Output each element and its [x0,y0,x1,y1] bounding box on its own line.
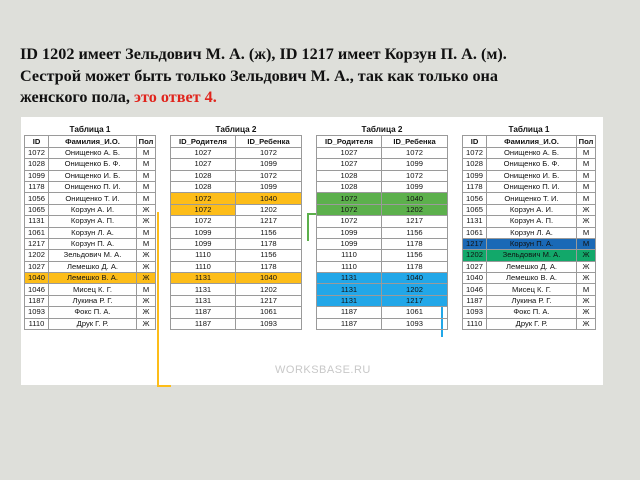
table2-cell: 1099 [236,159,302,170]
table4-header-row [463,136,596,147]
table4-cell: Ж [577,261,596,272]
table1-header-sex: Пол [137,136,156,147]
table3-row [317,284,448,295]
table4-cell: Корзун А. И. [487,204,577,215]
table4-cell: М [577,181,596,192]
table1-cell: Корзун А. П. [49,216,137,227]
table3-cell: 1110 [317,261,382,272]
table3-header-parent: ID_Родителя [317,136,382,147]
table4-cell: Корзун П. А. [487,238,577,249]
table4-row [463,204,596,215]
table2-cell: 1028 [171,170,236,181]
table3-row [317,273,448,284]
table4-cell: Фокс П. А. [487,307,577,318]
table3-cell: 1093 [382,318,448,329]
table4-cell: М [577,227,596,238]
table4-cell: М [577,284,596,295]
table4-cell: Ж [577,204,596,215]
table3-cell: 1202 [382,284,448,295]
table2 [170,125,302,330]
table3-title: Таблица 2 [361,125,403,135]
table2-row [171,181,302,192]
table4-cell: Ж [577,273,596,284]
table1-cell: Зельдович М. А. [49,250,137,261]
table3-cell: 1099 [382,159,448,170]
table4-cell: 1202 [463,250,487,261]
table4-title: Таблица 1 [508,125,550,135]
table4 [462,125,596,330]
table4-row [463,147,596,158]
table3-row [317,204,448,215]
table2-cell: 1131 [171,273,236,284]
table1-cell: 1099 [25,170,49,181]
table1-cell: М [137,159,156,170]
table3-row [317,216,448,227]
table2-row [171,261,302,272]
table4-header-id: ID [463,136,487,147]
table4-row [463,193,596,204]
table2-row [171,284,302,295]
table1-row [25,147,156,158]
table1-cell: М [137,284,156,295]
table4-row [463,181,596,192]
table3-cell: 1178 [382,261,448,272]
table1-row [25,216,156,227]
table3-cell: 1156 [382,227,448,238]
table2-row [171,273,302,284]
table4-cell: 1046 [463,284,487,295]
table3-header-row [317,136,448,147]
table2-cell: 1217 [236,216,302,227]
table2-header-row [171,136,302,147]
explanation-line-2: Сестрой может быть только Зельдович М. А., так как только она [20,66,498,85]
table4-cell: 1110 [463,318,487,329]
table2-cell: 1072 [236,170,302,181]
table3-row [317,295,448,306]
table2-cell: 1156 [236,250,302,261]
table2-cell: 1202 [236,284,302,295]
table1-cell: 1110 [25,318,49,329]
table2-cell: 1202 [236,204,302,215]
table3-cell: 1217 [382,216,448,227]
table4-row [463,250,596,261]
table4-cell: Корзун Л. А. [487,227,577,238]
table1-cell: Друк Г. Р. [49,318,137,329]
table1-cell: Фокс П. А. [49,307,137,318]
table1-row [25,261,156,272]
table3-cell: 1131 [317,284,382,295]
table1-cell: 1065 [25,204,49,215]
table2-cell: 1187 [171,318,236,329]
table3-cell: 1217 [382,295,448,306]
table1-cell: Лукина Р. Г. [49,295,137,306]
table1-row [25,295,156,306]
table1-cell: Ж [137,250,156,261]
table1-cell: 1187 [25,295,49,306]
table1-cell: 1061 [25,227,49,238]
table4-cell: Ж [577,307,596,318]
table4-row [463,307,596,318]
table4-cell: Ж [577,216,596,227]
table1-cell: Ж [137,307,156,318]
table2-row [171,250,302,261]
table3-header-child: ID_Ребенка [382,136,448,147]
table4-cell: Онищенко И. Б. [487,170,577,181]
table3-cell: 1099 [317,227,382,238]
table2-row [171,170,302,181]
explanation-line-3-prefix: женского пола, [20,88,130,106]
table1-row [25,159,156,170]
green-connector [307,213,309,241]
table4-cell: 1072 [463,147,487,158]
table3-cell: 1131 [317,295,382,306]
table2-cell: 1131 [171,284,236,295]
table1-cell: 1056 [25,193,49,204]
table1-header-row [25,136,156,147]
table3-row [317,307,448,318]
table4-cell: М [577,159,596,170]
table4-cell: 1178 [463,181,487,192]
table2-row [171,193,302,204]
table3-cell: 1040 [382,193,448,204]
table1-cell: Ж [137,295,156,306]
answer-highlight: это ответ 4. [134,88,217,106]
table1-cell: 1040 [25,273,49,284]
table3-cell: 1156 [382,250,448,261]
table4-row [463,170,596,181]
explanation-line-1: ID 1202 имеет Зельдович М. А. (ж), ID 1217 имеет Корзун П. А. (м). [20,45,507,63]
table4-cell: М [577,170,596,181]
table3-row [317,227,448,238]
table1-cell: М [137,227,156,238]
table3-cell: 1061 [382,307,448,318]
watermark: WORKSBASE.RU [275,364,371,376]
table2-row [171,238,302,249]
table2-cell: 1110 [171,250,236,261]
table4-row [463,284,596,295]
table4-cell: Онищенко А. Б. [487,147,577,158]
table3-row [317,193,448,204]
table4-cell: Ж [577,318,596,329]
table2-row [171,147,302,158]
table4-cell: Лукина Р. Г. [487,295,577,306]
table4-cell: 1217 [463,238,487,249]
table1-cell: 1027 [25,261,49,272]
table1-cell: 1046 [25,284,49,295]
table3 [316,125,448,330]
table1-cell: М [137,193,156,204]
table1-row [25,193,156,204]
table2-row [171,307,302,318]
table2-cell: 1178 [236,261,302,272]
table1-row [25,307,156,318]
table1-row [25,181,156,192]
table3-cell: 1131 [317,273,382,284]
table4-row [463,318,596,329]
table3-row [317,170,448,181]
table4-row [463,227,596,238]
table2-cell: 1027 [171,159,236,170]
table1-cell: Лемешко В. А. [49,273,137,284]
table1-cell: Ж [137,216,156,227]
table4-cell: 1028 [463,159,487,170]
table3-cell: 1202 [382,204,448,215]
table4-cell: М [577,147,596,158]
table4-cell: Онищенко Т. И. [487,193,577,204]
table3-cell: 1040 [382,273,448,284]
table2-cell: 1131 [171,295,236,306]
table1-cell: 1217 [25,238,49,249]
table3-cell: 1072 [317,204,382,215]
table1-cell: Ж [137,204,156,215]
table4-cell: 1056 [463,193,487,204]
table3-cell: 1187 [317,307,382,318]
table1-cell: М [137,238,156,249]
table2-cell: 1028 [171,181,236,192]
table4-cell: 1099 [463,170,487,181]
table1-cell: М [137,170,156,181]
table4-cell: Онищенко П. И. [487,181,577,192]
table1-cell: 1072 [25,147,49,158]
table2-cell: 1027 [171,147,236,158]
table1-cell: Онищенко И. Б. [49,170,137,181]
table1-cell: Ж [137,318,156,329]
table2-row [171,216,302,227]
table4-cell: 1187 [463,295,487,306]
table4-header-name: Фамилия_И.О. [487,136,577,147]
table1-cell: Корзун П. А. [49,238,137,249]
table1-cell: Лемешко Д. А. [49,261,137,272]
table2-cell: 1072 [171,216,236,227]
yellow-connector-bottom [157,385,171,387]
table2-cell: 1072 [171,193,236,204]
table2-cell: 1093 [236,318,302,329]
table4-row [463,273,596,284]
table2-cell: 1040 [236,273,302,284]
table4-cell: Лемешко В. А. [487,273,577,284]
table1-cell: Онищенко П. И. [49,181,137,192]
table4-cell: 1027 [463,261,487,272]
table3-row [317,250,448,261]
table4-cell: 1040 [463,273,487,284]
table4-cell: Корзун А. П. [487,216,577,227]
table2-cell: 1072 [236,147,302,158]
table4-cell: Онищенко Б. Ф. [487,159,577,170]
table1-cell: Ж [137,261,156,272]
table4-header-sex: Пол [577,136,596,147]
table1-row [25,250,156,261]
table2-cell: 1156 [236,227,302,238]
table2-row [171,204,302,215]
table2-row [171,318,302,329]
tables-panel [21,117,603,385]
table4-cell: М [577,193,596,204]
explanation-paragraph [20,44,620,109]
table1-cell: Корзун А. И. [49,204,137,215]
table4-cell: Зельдович М. А. [487,250,577,261]
table3-row [317,159,448,170]
table2-header-parent: ID_Родителя [171,136,236,147]
table3-cell: 1187 [317,318,382,329]
table3-row [317,318,448,329]
table4-row [463,238,596,249]
table4-row [463,216,596,227]
table3-cell: 1028 [317,170,382,181]
table1-cell: 1028 [25,159,49,170]
table2-row [171,227,302,238]
table2-cell: 1072 [171,204,236,215]
table3-row [317,147,448,158]
table4-cell: 1065 [463,204,487,215]
table2-cell: 1110 [171,261,236,272]
table1-row [25,170,156,181]
table4-cell: Лемешко Д. А. [487,261,577,272]
table4-row [463,159,596,170]
table1-cell: Ж [137,273,156,284]
table1-row [25,238,156,249]
table2-cell: 1217 [236,295,302,306]
table1-header-id: ID [25,136,49,147]
table1-cell: Онищенко А. Б. [49,147,137,158]
table2-title: Таблица 2 [215,125,257,135]
table2-cell: 1061 [236,307,302,318]
table2-cell: 1178 [236,238,302,249]
table4-cell: Мисец К. Г. [487,284,577,295]
table4-cell: Ж [577,250,596,261]
table3-cell: 1027 [317,147,382,158]
table3-cell: 1099 [317,238,382,249]
table3-cell: 1072 [317,193,382,204]
table1 [24,125,156,330]
table1-cell: 1131 [25,216,49,227]
table2-cell: 1187 [171,307,236,318]
table1-cell: 1178 [25,181,49,192]
table3-cell: 1099 [382,181,448,192]
table1-row [25,284,156,295]
table3-cell: 1178 [382,238,448,249]
table1-cell: Корзун Л. А. [49,227,137,238]
table4-cell: 1093 [463,307,487,318]
table1-row [25,318,156,329]
table1-title: Таблица 1 [69,125,111,135]
table1-cell: 1202 [25,250,49,261]
table3-cell: 1110 [317,250,382,261]
table2-cell: 1099 [236,181,302,192]
table3-cell: 1027 [317,159,382,170]
table3-row [317,261,448,272]
explanation-line-3 [20,87,620,109]
table1-cell: М [137,181,156,192]
table1-row [25,227,156,238]
table1-cell: М [137,147,156,158]
table2-row [171,295,302,306]
table3-row [317,181,448,192]
table4-cell: М [577,238,596,249]
table4-cell: 1061 [463,227,487,238]
table2-cell: 1099 [171,227,236,238]
table4-row [463,261,596,272]
table2-cell: 1040 [236,193,302,204]
table2-cell: 1099 [171,238,236,249]
table3-cell: 1072 [317,216,382,227]
table4-cell: 1131 [463,216,487,227]
table3-row [317,238,448,249]
table4-cell: Ж [577,295,596,306]
table1-cell: 1093 [25,307,49,318]
table1-row [25,273,156,284]
table4-cell: Друк Г. Р. [487,318,577,329]
table1-header-name: Фамилия_И.О. [49,136,137,147]
table1-cell: Онищенко Т. И. [49,193,137,204]
table1-cell: Онищенко Б. Ф. [49,159,137,170]
table2-row [171,159,302,170]
table4-row [463,295,596,306]
table1-cell: Мисец К. Г. [49,284,137,295]
table3-cell: 1072 [382,170,448,181]
table1-row [25,204,156,215]
table2-header-child: ID_Ребенка [236,136,302,147]
table3-cell: 1072 [382,147,448,158]
table3-cell: 1028 [317,181,382,192]
yellow-connector-left [157,212,159,387]
